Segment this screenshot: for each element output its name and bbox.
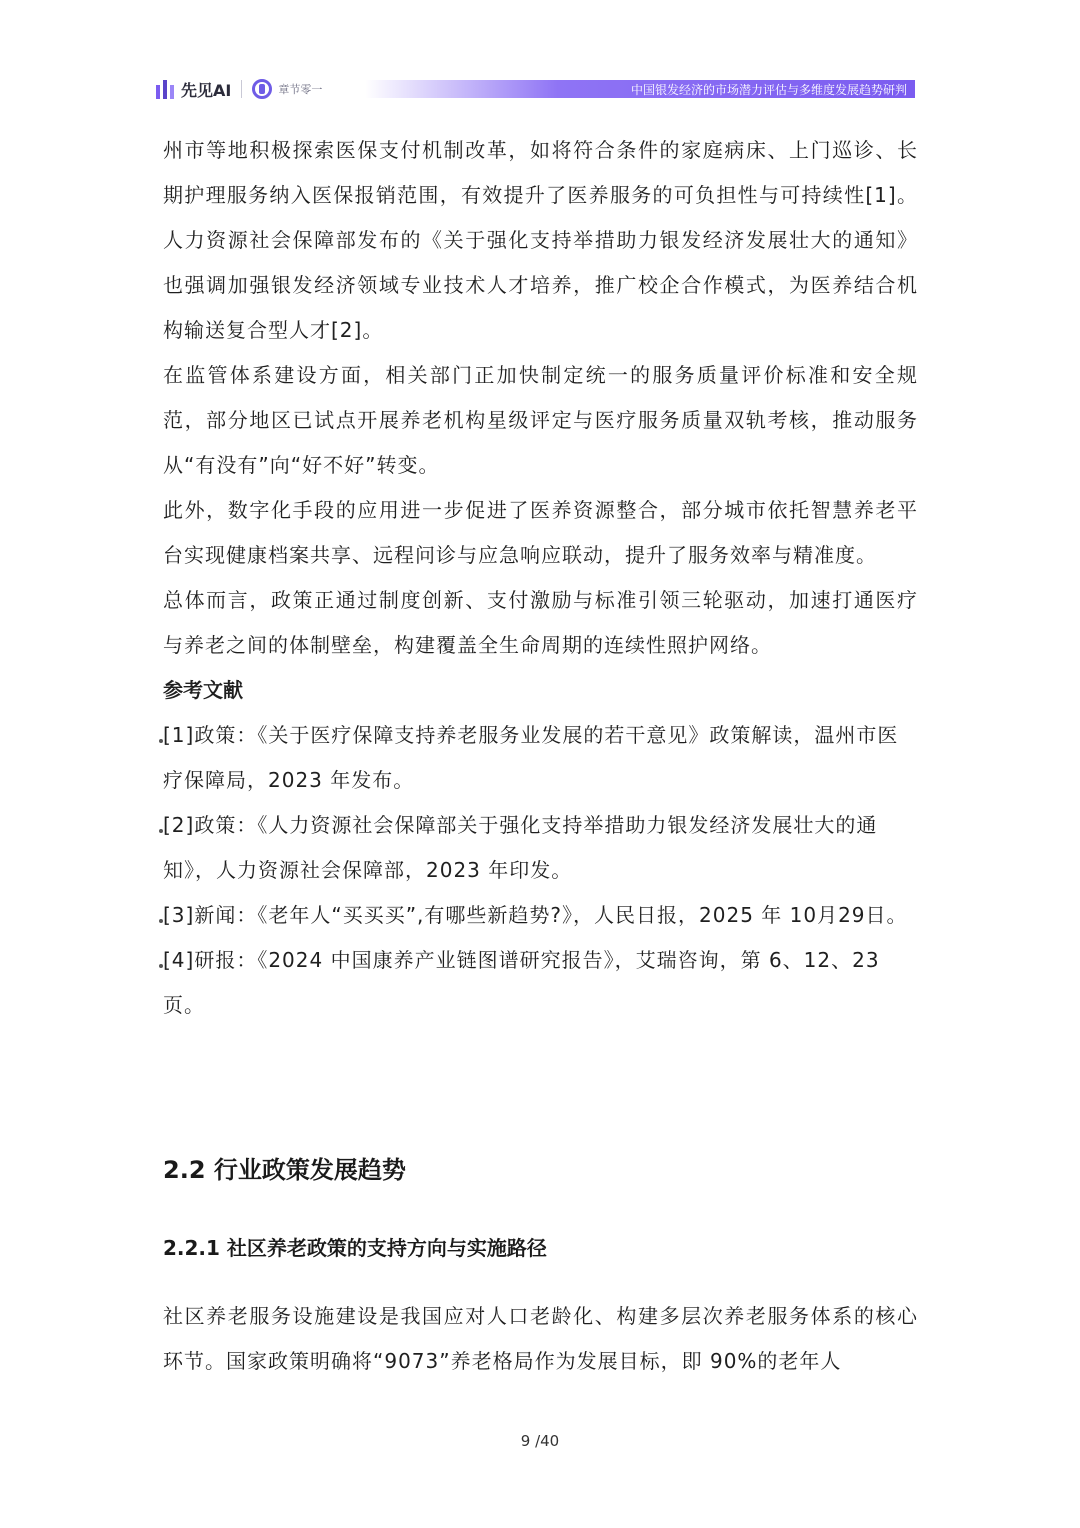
reference-item xyxy=(163,803,918,893)
paragraph: 在监管体系建设方面，相关部门正加快制定统一的服务质量评价标准和安全规范，部分地区已试点开展养老机构星级评定与医疗服务质量双轨考核，推动服务从“有没有”向“好不好”转变。 xyxy=(163,363,918,477)
brand-logo xyxy=(155,74,322,104)
paragraph: 州市等地积极探索医保支付机制改革，如将符合条件的家庭病床、上门巡诊、长期护理服务纳入医保报销范围，有效提升了医养服务的可负担性与可持续性[1]。人力资源社会保障部发布的《关于强化支持举措助力银发经济发展壮大的通知》也强调加强银发经济领域专业技术人才培养，推广校企合作模式，为医养结合机构输送复合型人才[2]。 xyxy=(163,138,918,342)
report-title-banner xyxy=(365,80,915,98)
reference-item xyxy=(163,938,918,1028)
report-title: 中国银发经济的市场潜力评估与多维度发展趋势研判 xyxy=(630,83,907,97)
references-heading: 参考文献 xyxy=(163,678,243,702)
partner-name: 章节零一 xyxy=(278,83,323,96)
brand-mark-icon xyxy=(155,77,177,101)
paragraph: 此外，数字化手段的应用进一步促进了医养资源整合，部分城市依托智慧养老平台实现健康档案共享、远程问诊与应急响应联动，提升了服务效率与精准度。 xyxy=(163,498,918,567)
bullet-icon xyxy=(159,964,163,968)
main-content xyxy=(163,128,918,1028)
bullet-icon xyxy=(159,829,163,833)
reference-text: [3]新闻：《老年人“买买买”,有哪些新趋势?》，人民日报，2025 年 10月29日。 xyxy=(163,903,908,927)
subsection-title: 2.2.1 社区养老政策的支持方向与实施路径 xyxy=(163,1236,547,1260)
bullet-icon xyxy=(159,919,163,923)
paragraph: 社区养老服务设施建设是我国应对人口老龄化、构建多层次养老服务体系的核心环节。国家政策明确将“9073”养老格局作为发展目标，即 90%的老年人 xyxy=(163,1304,918,1373)
section-body xyxy=(163,1294,918,1384)
reference-item xyxy=(163,713,918,803)
page-number: 9 /40 xyxy=(520,1432,560,1450)
reference-item xyxy=(163,893,918,938)
reference-text: [4]研报：《2024 中国康养产业链图谱研究报告》，艾瑞咨询，第 6、12、23页。 xyxy=(163,948,880,1017)
paragraph: 总体而言，政策正通过制度创新、支付激励与标准引领三轮驱动，加速打通医疗与养老之间的体制壁垒，构建覆盖全生命周期的连续性照护网络。 xyxy=(163,588,918,657)
page-header xyxy=(0,0,1080,110)
brand-name: 先见AI xyxy=(181,80,232,100)
section-title: 2.2 行业政策发展趋势 xyxy=(163,1156,406,1184)
reference-text: [2]政策：《人力资源社会保障部关于强化支持举措助力银发经济发展壮大的通知》，人力资源社会保障部，2023 年印发。 xyxy=(163,813,878,882)
reference-text: [1]政策：《关于医疗保障支持养老服务业发展的若干意见》政策解读，温州市医疗保障局，2023 年发布。 xyxy=(163,723,899,792)
bullet-icon xyxy=(159,739,163,743)
partner-logo-icon xyxy=(252,79,272,99)
logo-divider xyxy=(241,80,242,98)
